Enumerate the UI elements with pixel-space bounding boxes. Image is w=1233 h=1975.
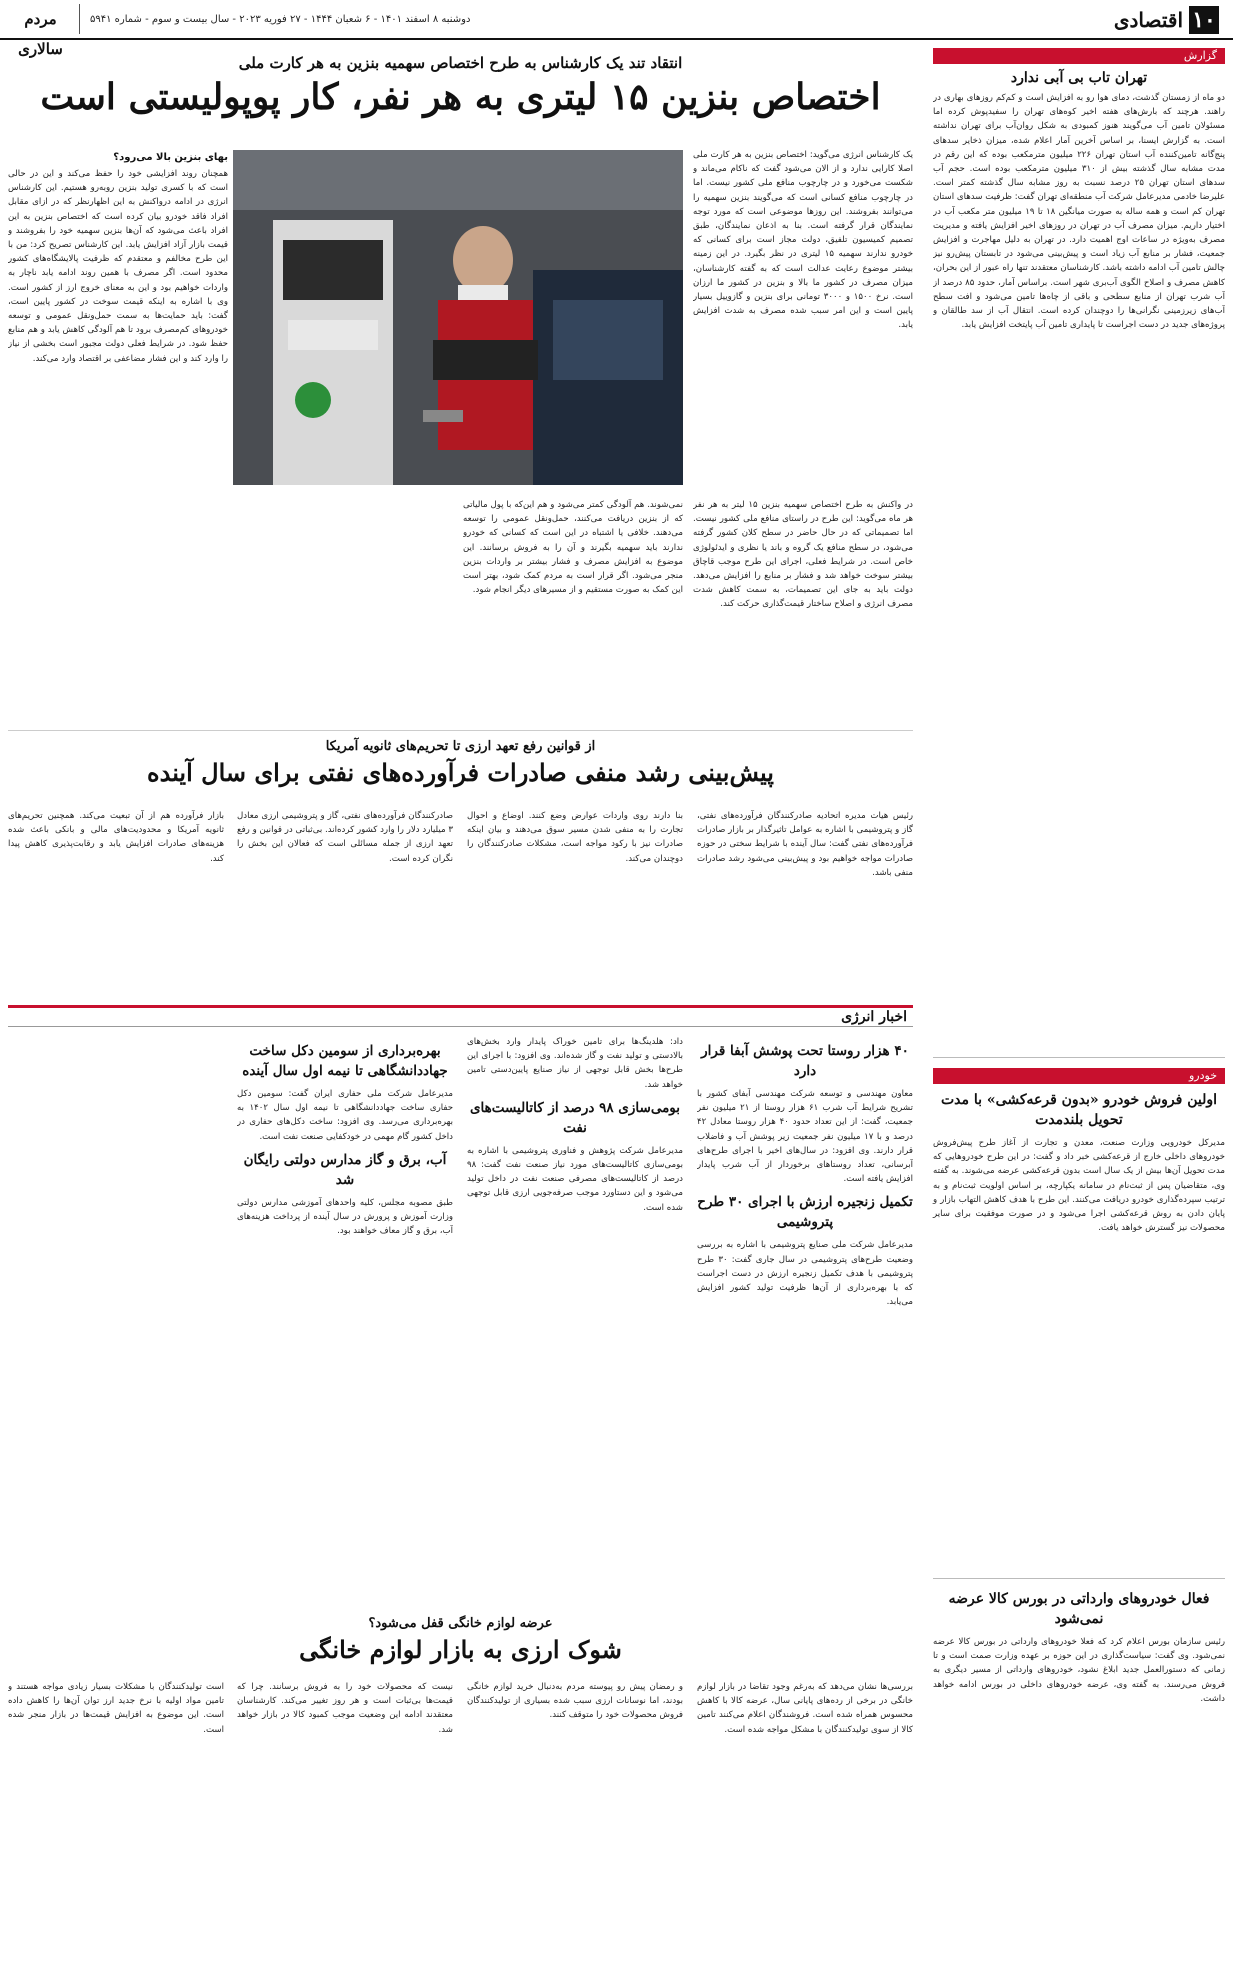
car-box: [933, 1068, 1225, 1235]
story-column: بازار فرآورده هم از آن تبعیت می‌کند. همچنین تحریم‌های ثانویه آمریکا و محدودیت‌های مالی و بانکی باعث شده هزینه‌های صادرات افزایش یابد و رقابت‌پذیری کاهش پیدا کند.: [8, 811, 224, 864]
article-title: فعال خودروهای وارداتی در بورس کالا عرضه نمی‌شود: [948, 1591, 1210, 1627]
section-tag-car: خودرو: [933, 1068, 1225, 1084]
story-columns: [8, 1680, 913, 1970]
appliance-story: [8, 1610, 913, 1735]
story-headline: شوک ارزی به بازار لوازم خانگی: [299, 1635, 622, 1664]
energy-column: [237, 1035, 453, 1615]
energy-news-bar: [8, 1005, 913, 1027]
news-body: مدیرعامل شرکت ملی صنایع پتروشیمی با اشاره به بررسی وضعیت طرح‌های پتروشیمی در سال جاری گفت: ۳۰ طرح پتروشیمی با هدف تکمیل زنجیره ارزش در دست اجراست که با بهره‌برداری از آن‌ها ظرفیت تولید کشور افزایش می‌یابد.: [697, 1240, 913, 1308]
news-body: داد: هلدینگ‌ها برای تامین خوراک پایدار وارد بخش‌های بالادستی و تولید نفت و گاز شده‌اند. وی افزود: با اجرای این طرح‌ها بخش قابل توجهی از نیاز صنایع پایین‌دستی تامین خواهد شد.: [467, 1037, 683, 1090]
news-title: بومی‌سازی ۹۸ درصد از کاتالیست‌های نفت: [469, 1099, 681, 1136]
article-body: رئیس سازمان بورس اعلام کرد که فعلا خودروهای وارداتی در بورس کالا عرضه نمی‌شود. وی گفت: سیاست‌گذاری در این حوزه بر عهده وزارت صمت است و تا زمانی که دستورالعمل جدید ابلاغ نشود، خودروهای وارداتی از مسیر دیگری به فروش می‌رسند. به گفته وی، عرضه خودروهای داخلی در بورس ادامه خواهد داشت.: [933, 1637, 1225, 1704]
article-body: دو ماه از زمستان گذشت، دمای هوا رو به افزایش است و کم‌کم روزهای بهاری در راهند. هرچند که بارش‌های هفته اخیر کوه‌های تهران را سفیدپوش کرده اما مسئولان تامین آب می‌گویند هنوز کمبودی به شکل روان‌آب برای تهران نداشته است. به گزارش ایسنا، بر اساس آخرین آمار اعلام شده، میزان ذخایر سدهای پنج‌گانه تامین‌کننده آب استان تهران ۲۲۶ میلیون مترمکعب بوده که این رقم در مدت مشابه سال گذشته بیش از ۳۱۰ میلیون مترمکعب بوده است. حجم آب سدهای استان تهران ۲۵ درصد نسبت به روز مشابه سال گذشته کمتر است. علیرضا خادمی مدیرعامل شرکت آب منطقه‌ای تهران گفت: ظرفیت سدهای استان تهران کم است و همه ساله به صورت میانگین ۱۸ تا ۱۹ میلیون متر مکعب آب در اختیار داریم. میزان مصرف آب در تهران در روزهای اخیر افزایش یافته و مدیریت مصرف به‌ویژه در ساعات اوج اهمیت دارد. در تهران به دلیل مهاجرت و افزایش جمعیت، فشار بر منابع آب زیاد است و پیش‌بینی می‌شود در تابستان پیش‌رو نیز چالش تامین آب ادامه داشته باشد. کارشناسان معتقدند تنها راه عبور از این بحران، کاهش مصرف و اصلاح الگوی آب‌بری شهر است. براساس آمار، حدود ۸۵ درصد از آب شرب تهران از منابع سطحی و باقی از چاه‌ها تامین می‌شود و افت سطح آب‌های زیرزمینی نگرانی‌ها را دوچندان کرده است. انتقال آب از سد طالقان و پروژه‌های جدید در دست اجراست تا پایداری تامین آب پایتخت افزایش یابد.: [933, 93, 1225, 331]
energy-news-title: اخبار انرژی: [841, 1009, 907, 1025]
news-title: آب، برق و گاز مدارس دولتی رایگان شد: [243, 1151, 447, 1188]
page-number: ۱۰: [1189, 6, 1219, 34]
section-name: اقتصادی: [1113, 8, 1183, 32]
lead-column: در واکنش به طرح اختصاص سهمیه بنزین ۱۵ لیتر به هر نفر هر ماه می‌گوید: این طرح در راستای منافع ملی کشور نیست. اما تصمیماتی که در حال حاضر در سطح کلان کشور گرفته می‌شود، در سطح منافع یک گروه و باند یا نظری و ایدئولوژی خاص است. در شرایط فعلی، اجرای این طرح موجب قاچاق بیشتر سوخت خواهد شد و فشار بر منابع را افزایش می‌دهد. دولت باید به جای این تصمیمات، به سمت کاهش شدت مصرف انرژی و اصلاح ساختار قیمت‌گذاری حرکت کند.: [693, 500, 913, 610]
lead-headline: اختصاص بنزین ۱۵ لیتری به هر نفر، کار پوپولیستی است: [40, 76, 881, 118]
story-column: است تولیدکنندگان با مشکلات بسیار زیادی مواجه هستند و تامین مواد اولیه با نرخ جدید ارز توان آن‌ها را کاهش داده است. این موضوع به افزایش قیمت‌ها در بازار منجر شده است.: [8, 1682, 224, 1735]
story-supertitle: عرضه لوازم خانگی قفل می‌شود؟: [368, 1616, 553, 1631]
lead-subhead: بهای بنزین بالا می‌رود؟: [113, 152, 228, 163]
article-title: تهران تاب بی آبی ندارد: [1010, 70, 1148, 86]
news-body: طبق مصوبه مجلس، کلیه واحدهای آموزشی مدارس دولتی وزارت آموزش و پرورش در سال آینده از پرداخت هزینه‌های آب، برق و گاز معاف خواهند بود.: [237, 1197, 453, 1237]
right-column: [933, 48, 1225, 1704]
lead-column: یک کارشناس انرژی می‌گوید: اختصاص بنزین به هر کارت ملی اصلا کارایی ندارد و از الان می‌شود گفت که ناکام می‌ماند و شکست می‌خورد و در چارچوب منافع ملی کشور نیست. اما در چارچوب منافع کسانی است که می‌گویند بنزین سهمیه را می‌توانند بفروشند. این روزها موضوعی است که مورد توجه نمایندگان قرار گرفته است. بنا به اذعان نمایندگان، طبق تصمیم کمیسیون تلفیق، دولت مجاز است برای کسانی که خودرو ندارند سهمیه ۱۵ لیتری در نظر بگیرد. در این زمینه بیشتر موضوع رعایت عدالت است که به گفته کارشناسان، میزان مصرف در کشور ما بالا و بنزین در کشور ما ارزان است. نرخ ۱۵۰۰ و ۳۰۰۰ تومانی برای بنزین و گازوییل بسیار پایین است و این امر سبب شده مصرف به شدت افزایش یابد.: [693, 150, 913, 331]
photo-illustration: [233, 150, 683, 485]
dateline: دوشنبه ۸ اسفند ۱۴۰۱ - ۶ شعبان ۱۴۴۴ - ۲۷ فوریه ۲۰۲۳ - سال بیست و سوم - شماره ۵۹۴۱: [90, 14, 471, 25]
news-title: بهره‌برداری از سومین دکل ساخت جهاددانشگاهی تا نیمه اول سال آینده: [242, 1043, 448, 1079]
news-title: تکمیل زنجیره ارزش با اجرای ۳۰ طرح پتروشیمی: [697, 1194, 913, 1231]
bourse-box: [933, 1578, 1225, 1706]
lead-columns: [8, 148, 913, 758]
energy-news: [8, 1005, 913, 1615]
story-supertitle: از قوانین رفع تعهد ارزی تا تحریم‌های ثانویه آمریکا: [325, 739, 596, 754]
story-column: و رمضان پیش رو پیوسته مردم به‌دنبال خرید لوازم خانگی بودند، اما نوسانات ارزی سبب شده بسیاری از تولیدکنندگان فروش محصولات خود را متوقف کنند.: [467, 1682, 683, 1721]
lead-column: [8, 148, 228, 758]
gas-station-photo: [233, 150, 683, 485]
story-column: بررسی‌ها نشان می‌دهد که به‌رغم وجود تقاضا در بازار لوازم خانگی در برخی از رده‌های پایانی سال، عرضه کالا با کاهش محسوس همراه شده است. فروشندگان اعلام می‌کنند تامین کالا از سوی تولیدکنندگان با مشکل مواجه شده است.: [697, 1682, 913, 1735]
news-body: معاون مهندسی و توسعه شرکت مهندسی آبفای کشور با تشریح شرایط آب شرب ۶۱ هزار روستا از ۲۱ میلیون نفر جمعیت، گفت: از این تعداد حدود ۴۰ هزار روستا معادل ۴۲ درصد و با ۱۷ میلیون نفر جمعیت زیر پوشش آب و فاضلاب قرار دارند. وی افزود: در سال‌های اخیر با اجرای طرح‌های آبرسانی، تعداد روستاهای برخوردار از آب شرب پایدار افزایش یافته است.: [697, 1089, 913, 1185]
story-column: صادرکنندگان فرآورده‌های نفتی، گاز و پتروشیمی ارزی معادل ۳ میلیارد دلار را وارد کشور کرده‌اند. بی‌ثباتی در قوانین و رفع تعهد ارزی از جمله مسائلی است که فعالان این بخش را نگران کرده است.: [237, 811, 453, 864]
export-story: [8, 730, 913, 878]
newspaper-logo: مردم سالاری: [10, 4, 80, 34]
story-columns: [8, 809, 913, 989]
article-body: مدیرکل خودرویی وزارت صنعت، معدن و تجارت از آغاز طرح پیش‌فروش خودروهای داخلی خارج از قرعه‌کشی خبر داد و گفت: در این طرح خودروهایی که مدت تحویل آن‌ها بیش از یک سال است بدون قرعه‌کشی عرضه می‌شوند. به گفته وی، متقاضیان پس از ثبت‌نام در سامانه یکپارچه، بر اساس اولویت ثبت‌نام و به ترتیب سپرده‌گذاری خودرو دریافت می‌کنند. این طرح با هدف کاهش التهاب بازار و پایان دادن به روش قرعه‌کشی اجرا می‌شود و در صورت موفقیت برای سایر محصولات نیز گسترش خواهد یافت.: [933, 1138, 1225, 1234]
section-tag-report: گزارش: [933, 48, 1225, 64]
news-body: مدیرعامل شرکت ملی حفاری ایران گفت: سومین دکل حفاری ساخت جهاددانشگاهی تا نیمه اول سال ۱۴۰۲ به بهره‌برداری می‌رسد. وی افزود: ساخت دکل‌های حفاری در داخل کشور گام مهمی در خودکفایی صنعت نفت است.: [237, 1089, 453, 1142]
lead-column-text: همچنان روند افزایشی خود را حفظ می‌کند و این در حالی است که با کسری تولید بنزین روبه‌رو هستیم. این کارشناس انرژی در ادامه درواکنش به این اظهارنظر که در ازای مقابل افراد فاقد خودرو بیان کرده است که اختصاص بنزین به این افراد باعث می‌شود که آن‌ها بنزین سهمیه خود را بفروشند و قیمت بازار آزاد افزایش یابد. این کارشناس تصریح کرد: من با این طرح مخالفم و معتقدم که ظرفیت پالایشگاه‌های کشور محدود است. اگر مصرف با همین روند ادامه یابد ناچار به واردات خواهیم بود و این به معنای خروج ارز از کشور است. وی با اشاره به اینکه قیمت سوخت در کشور پایین است، گفت: باید حمایت‌ها به سمت حمل‌ونقل عمومی و توسعه خودروهای کم‌مصرف برود تا هم آلودگی کاهش یابد و هم منابع حفظ شود. در شرایط فعلی دولت مجبور است بخشی از نیاز را وارد کند و این فشار مضاعفی بر اقتصاد وارد می‌کند.: [8, 169, 228, 364]
lead-supertitle: انتقاد تند یک کارشناس به طرح اختصاص سهمیه بنزین به هر کارت ملی: [238, 54, 683, 72]
section-header: [1114, 6, 1219, 34]
lead-story: [8, 48, 913, 610]
story-column: بنا دارند روی واردات عوارض وضع کنند. اوضاع و احوال تجارت را به منفی شدن مسیر سوق می‌دهند و بیان اینکه صادرات نیز با رکود مواجه است، مشکلات صادرکنندگان را دوچندان می‌کند.: [467, 811, 683, 864]
lead-column: نمی‌شوند. هم آلودگی کمتر می‌شود و هم این‌که با پول مالیاتی که از بنزین دریافت می‌کنند، حمل‌ونقل عمومی را توسعه می‌دهند. خلافی یا اشتباه در این است که کسانی که خودرو ندارند باید سهمیه بگیرند و آن را به فروش برسانند. این موضوع به افزایش مصرف و فشار بیشتر بر واردات بنزین منجر می‌شود. اگر قرار است به مردم کمک شود، بهتر است این کمک به صورت مستقیم و از مسیرهای دیگر انجام شود.: [463, 500, 683, 596]
article-title: اولین فروش خودرو «بدون قرعه‌کشی» با مدت تحویل بلندمدت: [940, 1092, 1218, 1128]
story-column: نیست که محصولات خود را به فروش برسانند. چرا که قیمت‌ها بی‌ثبات است و هر روز تغییر می‌کند. کارشناسان معتقدند ادامه این وضعیت موجب کمبود کالا در بازار خواهد شد.: [237, 1682, 453, 1735]
energy-column: [697, 1035, 913, 1615]
news-body: مدیرعامل شرکت پژوهش و فناوری پتروشیمی با اشاره به بومی‌سازی کاتالیست‌های مورد نیاز صنعت نفت گفت: ۹۸ درصد از کاتالیست‌های مصرفی صنعت نفت در داخل تولید می‌شود و این دستاورد موجب صرفه‌جویی ارزی قابل توجهی شده است.: [467, 1145, 683, 1213]
energy-column: [467, 1035, 683, 1615]
story-headline: پیش‌بینی رشد منفی صادرات فرآورده‌های نفتی برای سال آینده: [147, 758, 774, 787]
news-title: ۴۰ هزار روستا تحت پوشش آبفا قرار دارد: [701, 1043, 909, 1079]
story-column: رئیس هیات مدیره اتحادیه صادرکنندگان فرآورده‌های نفتی، گاز و پتروشیمی با اشاره به عوامل تاثیرگذار بر بازار صادرات فرآورده‌های نفتی گفت: سال آینده با شرایط سختی در حوزه صادرات مواجه خواهیم بود و پیش‌بینی می‌شود رشد صادرات منفی باشد.: [697, 811, 913, 878]
report-box: [933, 48, 1225, 1058]
